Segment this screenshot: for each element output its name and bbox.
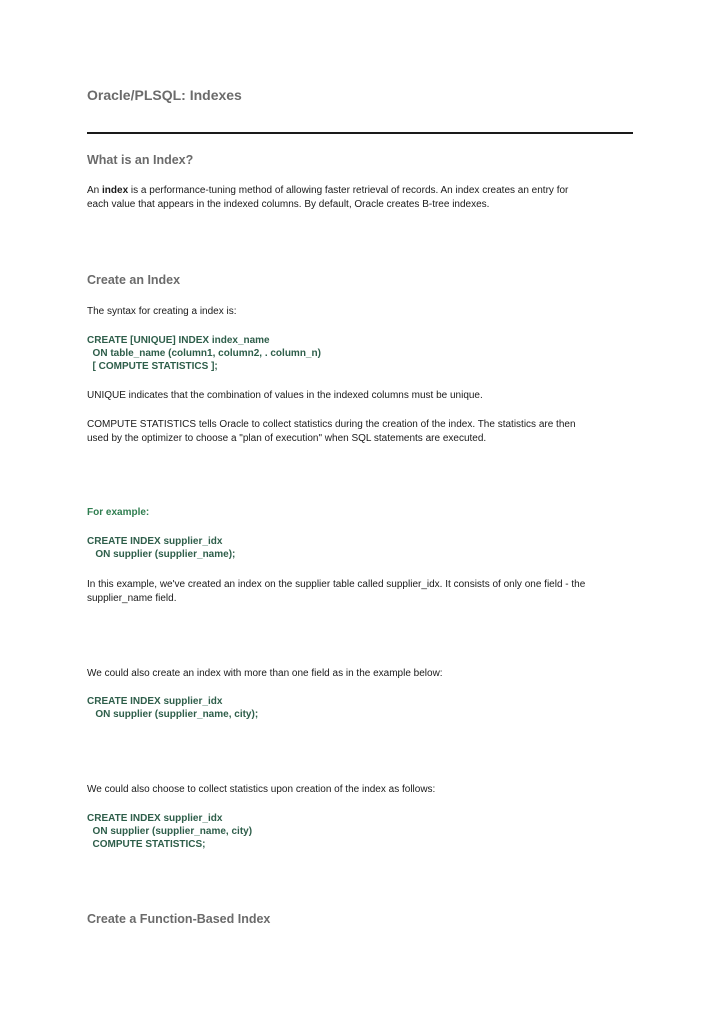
- what-is-line1-rest: is a performance-tuning method of allowing faster retrieval of records. An index creates an entry for: [128, 185, 569, 196]
- code-line: ON supplier (supplier_name);: [87, 549, 236, 560]
- heading-what-is-index: What is an Index?: [87, 153, 194, 167]
- what-is-line2: each value that appears in the indexed columns. By default, Oracle creates B-tree indexes.: [87, 199, 490, 210]
- code-line: COMPUTE STATISTICS;: [87, 839, 206, 850]
- multi-field-intro: We could also create an index with more than one field as in the example below:: [87, 668, 443, 679]
- compute-note-line1: COMPUTE STATISTICS tells Oracle to collect statistics during the creation of the index. The statistics are then: [87, 419, 576, 430]
- example-explain-line2: supplier_name field.: [87, 593, 177, 604]
- heading-function-based-index: Create a Function-Based Index: [87, 912, 271, 926]
- page-title: Oracle/PLSQL: Indexes: [87, 87, 242, 103]
- syntax-code-block: [87, 334, 321, 373]
- example-code-2: [87, 695, 258, 721]
- code-line: CREATE INDEX supplier_idx: [87, 813, 223, 824]
- example-explain-line1: In this example, we've created an index on the supplier table called supplier_idx. It consists of only one field - the: [87, 579, 586, 590]
- example-explanation: [87, 578, 585, 606]
- index-keyword: index: [102, 185, 129, 196]
- code-line: CREATE INDEX supplier_idx: [87, 696, 223, 707]
- example-code-1: [87, 535, 235, 561]
- heading-create-index: Create an Index: [87, 273, 181, 287]
- code-line: ON supplier (supplier_name, city);: [87, 709, 259, 720]
- code-line: CREATE INDEX supplier_idx: [87, 536, 223, 547]
- what-is-paragraph: [87, 184, 568, 212]
- compute-note-line2: used by the optimizer to choose a "plan of execution" when SQL statements are executed.: [87, 433, 487, 444]
- code-line: ON supplier (supplier_name, city): [87, 826, 253, 837]
- title-divider: [87, 132, 633, 134]
- statistics-intro: We could also choose to collect statistics upon creation of the index as follows:: [87, 784, 436, 795]
- syntax-intro: The syntax for creating a index is:: [87, 306, 237, 317]
- example-label: For example:: [87, 507, 150, 518]
- code-line: [ COMPUTE STATISTICS ];: [87, 361, 218, 372]
- compute-note: [87, 418, 576, 446]
- what-is-prefix: An: [87, 185, 103, 196]
- example-code-3: [87, 812, 252, 851]
- code-line: CREATE [UNIQUE] INDEX index_name: [87, 335, 270, 346]
- code-line: ON table_name (column1, column2, . column_n): [87, 348, 321, 359]
- unique-note: UNIQUE indicates that the combination of values in the indexed columns must be unique.: [87, 390, 483, 401]
